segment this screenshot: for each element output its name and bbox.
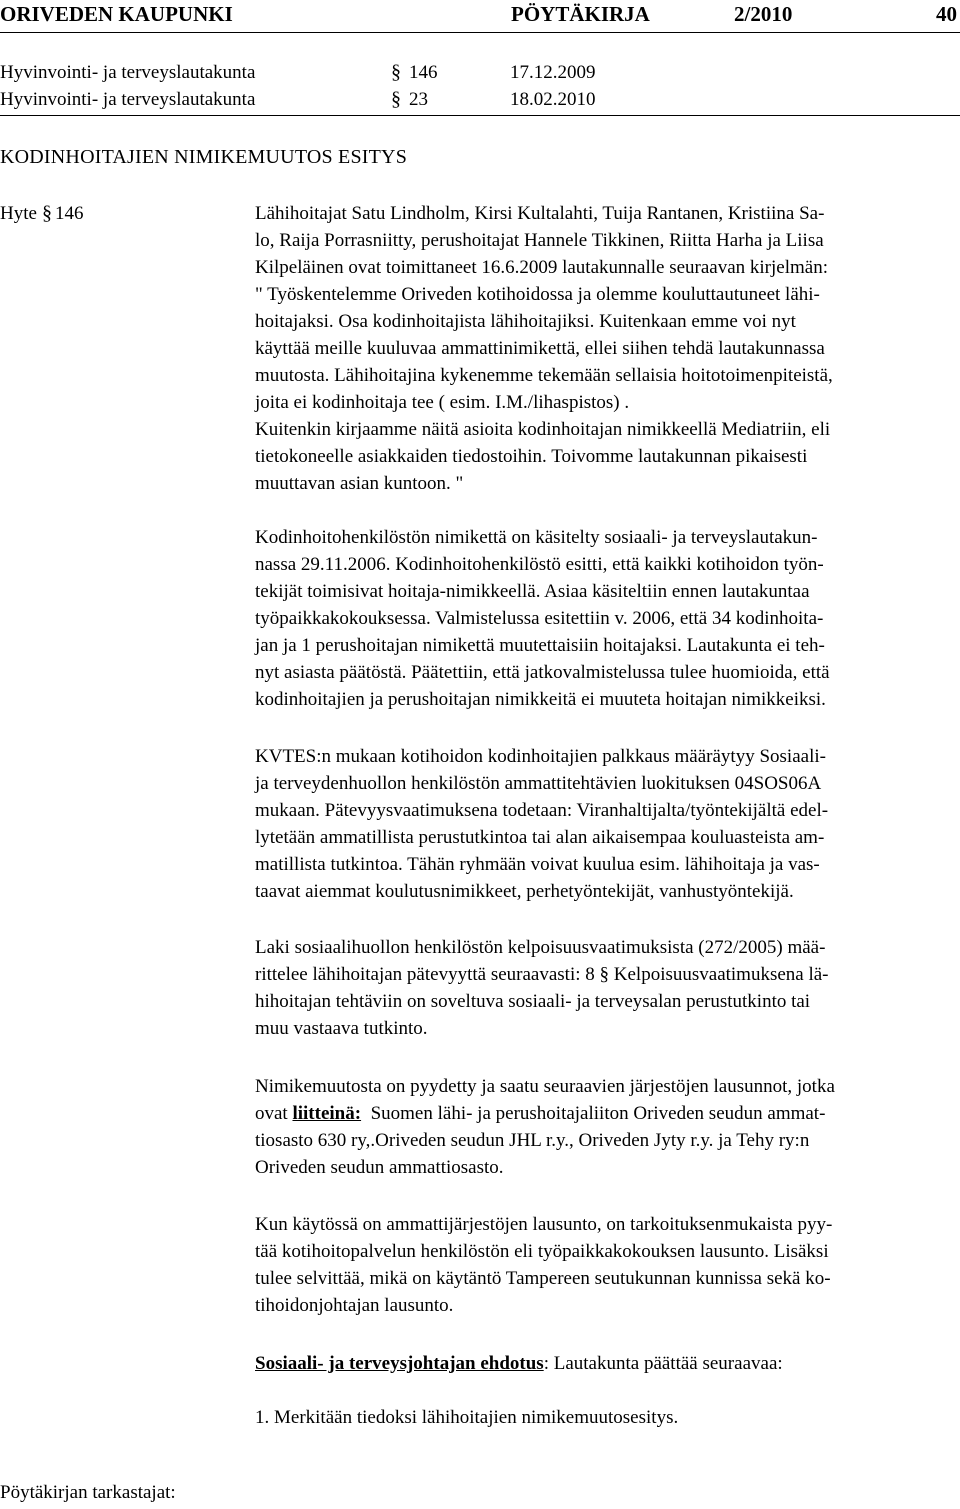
paragraph-decision xyxy=(255,1404,678,1431)
text-line: joita ei kodinhoitaja tee ( esim. I.M./lihaspistos) . xyxy=(255,392,630,413)
section-number: 23 xyxy=(409,89,428,110)
text-line: hihoitajan tehtäviin on soveltuva sosiaali- ja terveysalan perustutkinto tai xyxy=(255,991,811,1012)
meeting-date: 17.12.2009 xyxy=(510,62,596,83)
text-line: muu vastaava tutkinto. xyxy=(255,1018,428,1039)
page-number: 40 xyxy=(936,2,957,26)
document-number: 2/2010 xyxy=(734,2,793,26)
document-type: PÖYTÄKIRJA xyxy=(511,2,650,26)
text-line: tulee selvittää, mikä on käytäntö Tampereen seutukunnan kunnissa sekä ko- xyxy=(255,1268,831,1289)
text-line: Lähihoitajat Satu Lindholm, Kirsi Kultalahti, Tuija Rantanen, Kristiina Sa- xyxy=(255,203,825,224)
hyte-section: 146 xyxy=(54,203,84,224)
meeting-date: 18.02.2010 xyxy=(510,89,596,110)
text-line: rittelee lähihoitajan pätevyyttä seuraavasti: 8 § Kelpoisuusvaatimuksena lä- xyxy=(255,964,829,985)
text-line: jan ja 1 perushoitajan nimikettä muutettaisiin hoitajaksi. Lautakunta ei teh- xyxy=(255,635,825,656)
section-number: 146 xyxy=(409,62,438,83)
text-line: työpaikkakokouksessa. Valmistelussa esitettiin v. 2006, että 34 kodinhoita- xyxy=(255,608,824,629)
text-fragment: Suomen lähi- ja perushoitajaliiton Oriveden seudun ammat- xyxy=(361,1103,826,1124)
page-header xyxy=(0,2,960,32)
text-line: KVTES:n mukaan kotihoidon kodinhoitajien palkkaus määräytyy Sosiaali- xyxy=(255,746,826,767)
text-line: nassa 29.11.2006. Kodinhoitohenkilöstö esitti, että kaikki kotihoidon työn- xyxy=(255,554,824,575)
text-line: kodinhoitajien ja perushoitajan nimikkeitä ei muuteta hoitajan nimikkeiksi. xyxy=(255,689,826,710)
paragraph-letter xyxy=(255,200,833,497)
document-title: KODINHOITAJIEN NIMIKEMUUTOS ESITYS xyxy=(0,146,408,168)
meeting-ref-1 xyxy=(0,62,720,86)
section-sign: § xyxy=(391,61,401,83)
text-line: Kodinhoitohenkilöstön nimikettä on käsitelty sosiaali- ja terveyslautakun- xyxy=(255,527,818,548)
paragraph-proposal xyxy=(255,1350,783,1377)
footer-signatories: Pöytäkirjan tarkastajat: xyxy=(0,1482,176,1503)
paragraph-kvtes xyxy=(255,743,828,905)
text-line: tihoidonjohtajan lausunto. xyxy=(255,1295,454,1316)
text-line: tiosasto 630 ry,.Oriveden seudun JHL r.y., Oriveden Jyty r.y. ja Tehy ry:n xyxy=(255,1130,810,1151)
text-line: " Työskentelemme Oriveden kotihoidossa ja olemme kouluttautuneet lähi- xyxy=(255,284,820,305)
section-sign: § xyxy=(41,202,52,224)
text-line: hoitajaksi. Osa kodinhoitajista lähihoitajiksi. Kuitenkaan emme voi nyt xyxy=(255,311,796,332)
text-line: taavat aiemmat koulutusnimikkeet, perhetyöntekijät, vanhustyöntekijä. xyxy=(255,881,794,902)
text-line: lo, Raija Porrasniitty, perushoitajat Hannele Tikkinen, Riitta Harha ja Liisa xyxy=(255,230,824,251)
hyte-reference xyxy=(0,202,83,225)
proposal-label: Sosiaali- ja terveysjohtajan ehdotus xyxy=(255,1353,544,1374)
section-sign: § xyxy=(391,88,401,110)
text-line: Kun käytössä on ammattijärjestöjen lausunto, on tarkoituksenmukaista pyy- xyxy=(255,1214,833,1235)
header-divider xyxy=(0,32,960,33)
text-line xyxy=(255,1100,835,1127)
hyte-label: Hyte xyxy=(0,203,37,224)
text-line: nyt asiasta päätöstä. Päätettiin, että jatkovalmistelussa tulee huomioida, että xyxy=(255,662,830,683)
text-line: Kuitenkin kirjaamme näitä asioita kodinhoitajan nimikkeellä Mediatriin, eli xyxy=(255,419,831,440)
meeting-ref-2 xyxy=(0,89,720,113)
organization-name: ORIVEDEN KAUPUNKI xyxy=(0,2,233,26)
text-line: tietokoneelle asiakkaiden tiedostoihin. Toivomme lautakunnan pikaisesti xyxy=(255,446,808,467)
text-line: muutosta. Lähihoitajina kykenemme tekemään sellaisia hoitotoimenpiteistä, xyxy=(255,365,833,386)
text-line: Nimikemuutosta on pyydetty ja saatu seuraavien järjestöjen lausunnot, jotka xyxy=(255,1076,835,1097)
board-name: Hyvinvointi- ja terveyslautakunta xyxy=(0,89,256,110)
text-line: matillista tutkintoa. Tähän ryhmään voivat kuulua esim. lähihoitaja ja vas- xyxy=(255,854,820,875)
paragraph-further xyxy=(255,1211,832,1319)
text-line: mukaan. Pätevyysvaatimuksena todetaan: Viranhaltijalta/työntekijältä edel- xyxy=(255,800,829,821)
text-line: lytetään ammatillista perustutkintoa tai alan aikaisempaa kouluasteista am- xyxy=(255,827,825,848)
text-line: tekijät toimisivat hoitaja-nimikkeellä. Asiaa käsiteltiin ennen lautakuntaa xyxy=(255,581,810,602)
text-line: tää kotihoitopalvelun henkilöstön eli työpaikkakokouksen lausunto. Lisäksi xyxy=(255,1241,829,1262)
text-line: Oriveden seudun ammattiosasto. xyxy=(255,1157,504,1178)
text-line: muuttavan asian kuntoon. " xyxy=(255,473,464,494)
attachments-link[interactable]: liitteinä: xyxy=(292,1103,362,1124)
board-name: Hyvinvointi- ja terveyslautakunta xyxy=(0,62,256,83)
text-line: Laki sosiaalihuollon henkilöstön kelpoisuusvaatimuksista (272/2005) mää- xyxy=(255,937,826,958)
text-line: Kilpeläinen ovat toimittaneet 16.6.2009 lautakunnalle seuraavan kirjelmän: xyxy=(255,257,828,278)
text-line xyxy=(255,1350,783,1377)
meta-divider xyxy=(0,115,960,116)
paragraph-law xyxy=(255,934,829,1042)
paragraph-statements xyxy=(255,1073,835,1181)
paragraph-history xyxy=(255,524,830,713)
text-line: ja terveydenhuollon henkilöstön ammattitehtävien luokituksen 04SOS06A xyxy=(255,773,822,794)
text-line: käyttää meille kuuluvaa ammattinimikettä, ellei siihen tehdä lautakunnassa xyxy=(255,338,825,359)
decision-item: 1. Merkitään tiedoksi lähihoitajien nimikemuutosesitys. xyxy=(255,1407,679,1428)
proposal-text: : Lautakunta päättää seuraavaa: xyxy=(543,1353,783,1374)
text-fragment: ovat xyxy=(255,1103,293,1124)
